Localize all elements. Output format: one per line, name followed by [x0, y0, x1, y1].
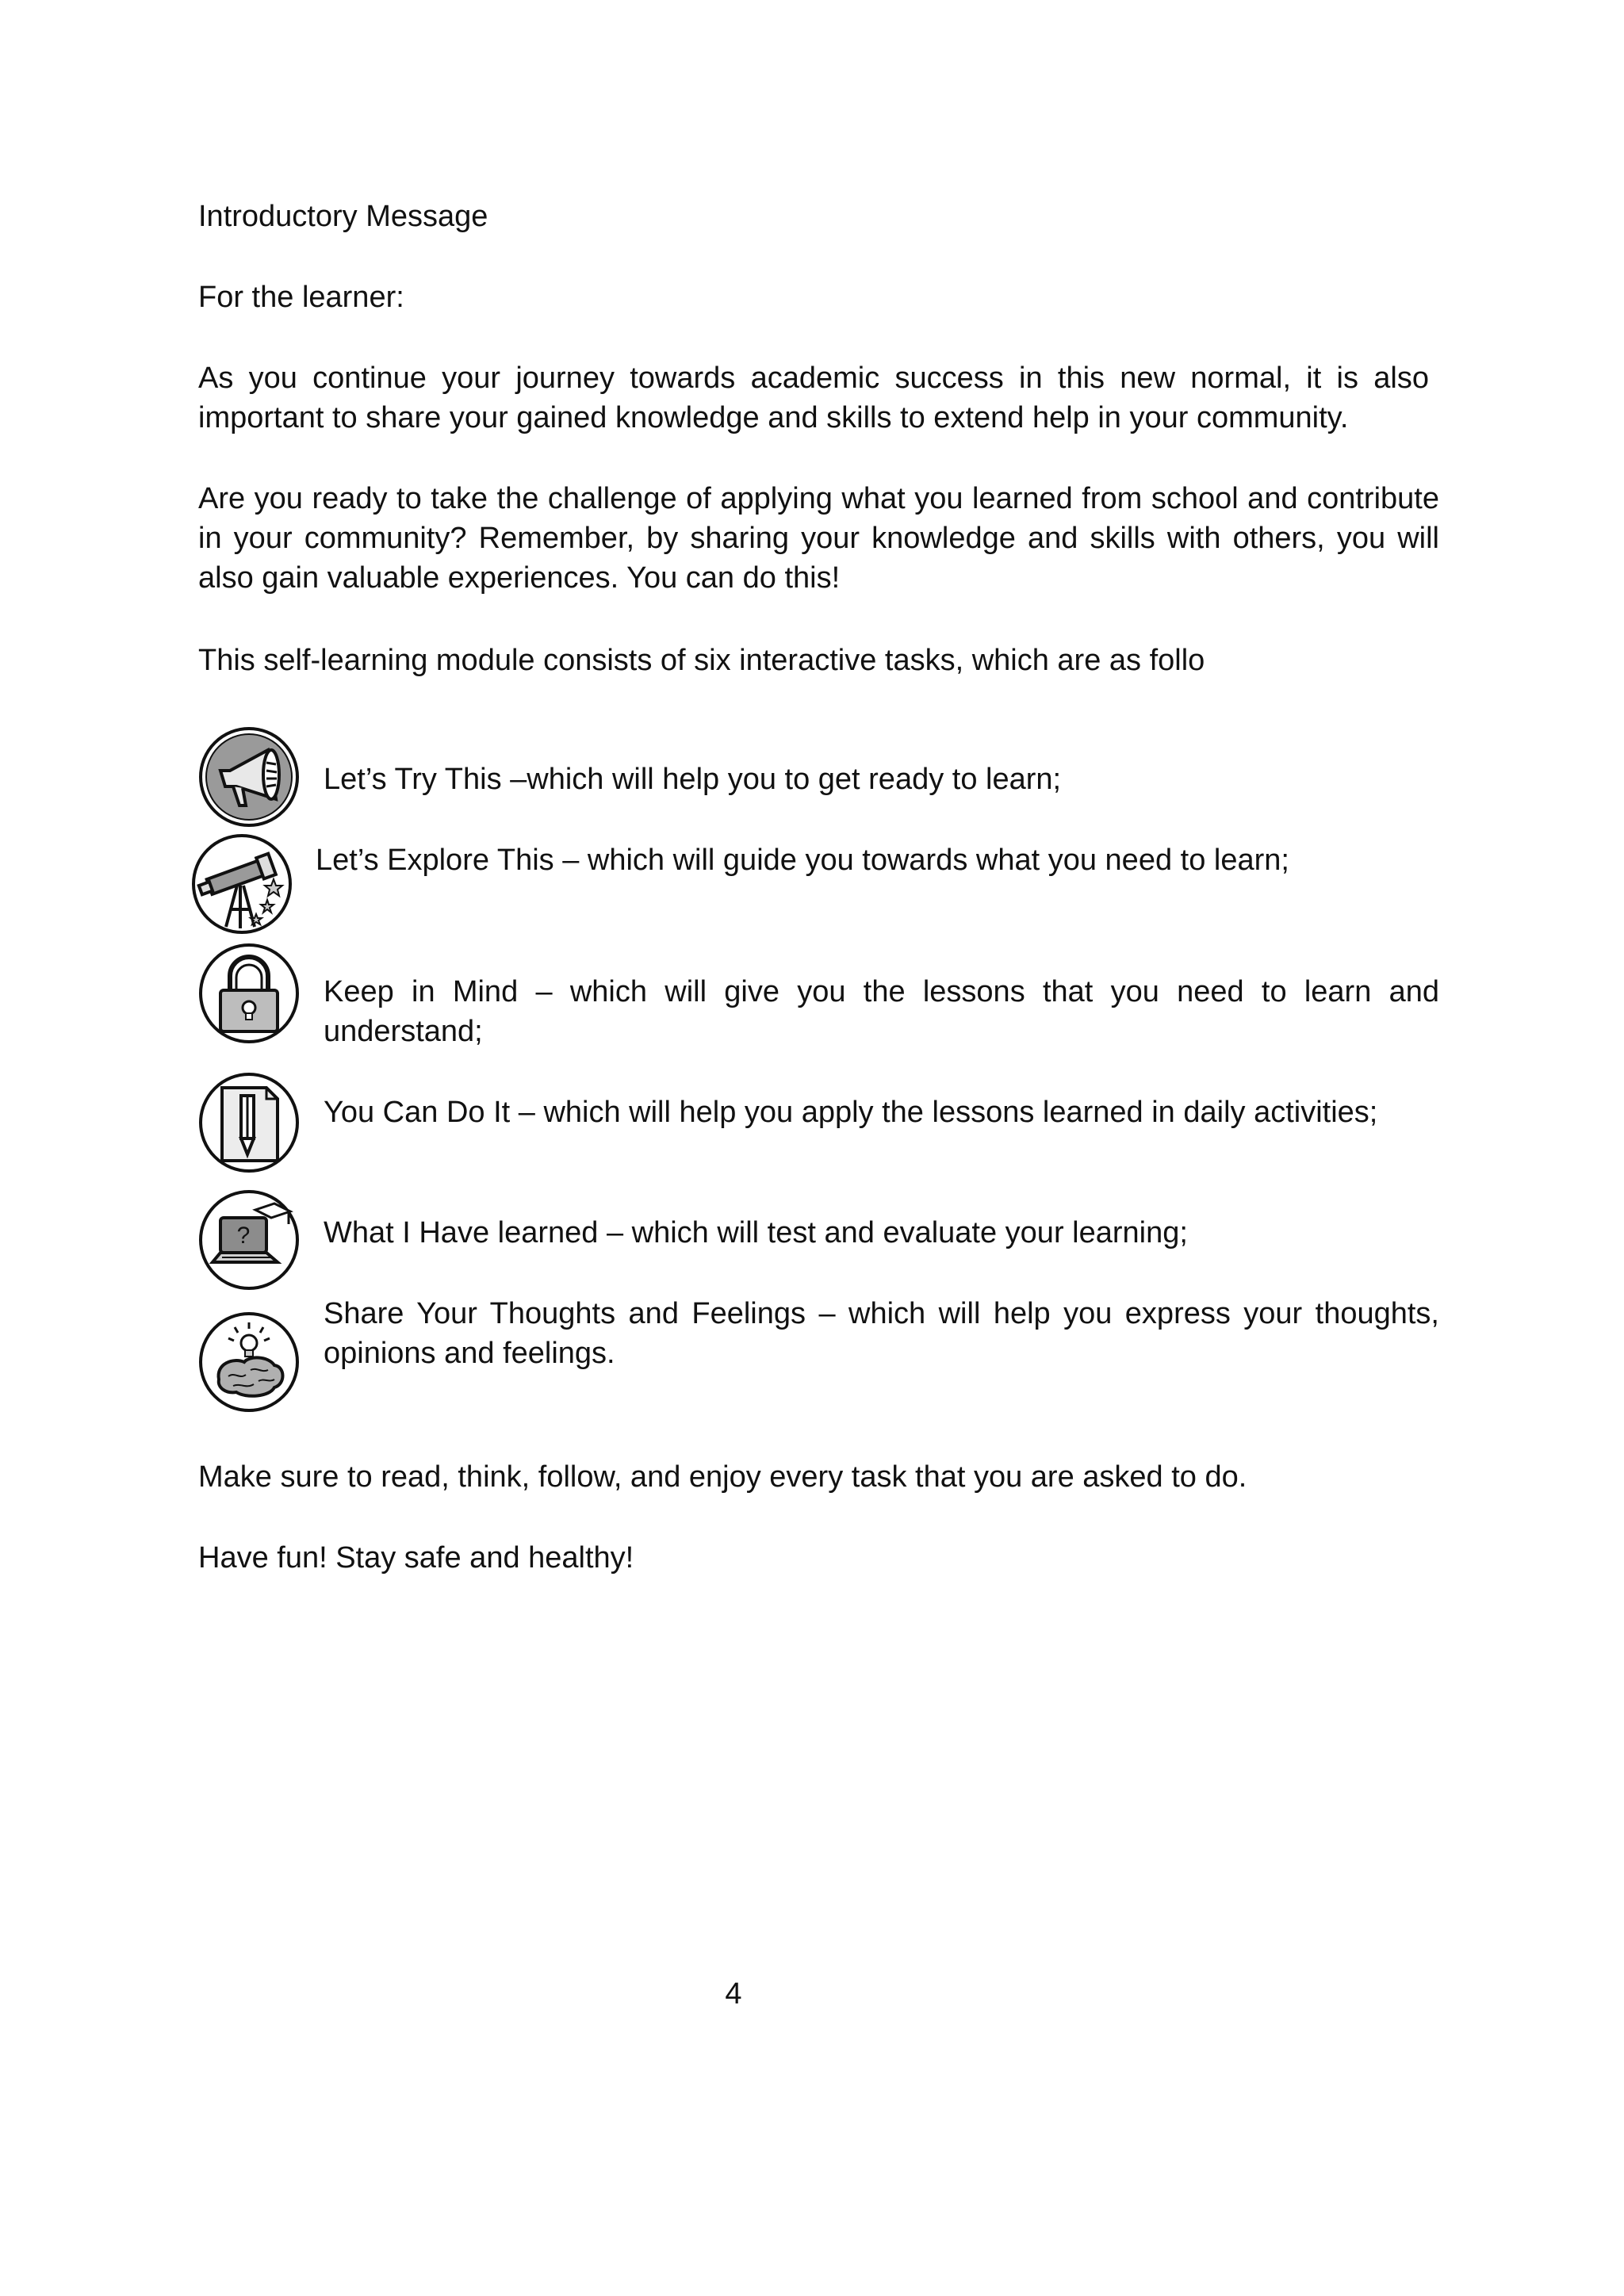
svg-text:?: ?	[236, 1223, 251, 1249]
paragraph-module: This self-learning module consists of six interactive tasks, which are as follo	[198, 644, 1205, 677]
brain-lightbulb-icon	[198, 1311, 300, 1413]
task-share-your-thoughts: Share Your Thoughts and Feelings – which will help you express your thoughts, opinions and feelings.	[324, 1297, 1439, 1370]
closing-greeting: Have fun! Stay safe and healthy!	[198, 1541, 634, 1575]
task-you-can-do-it: You Can Do It – which will help you apply the lessons learned in daily activities;	[324, 1096, 1378, 1129]
salutation: For the learner:	[198, 281, 404, 314]
pencil-paper-icon	[198, 1072, 300, 1173]
task-keep-in-mind: Keep in Mind – which will give you the lessons that you need to learn and understand;	[324, 975, 1439, 1048]
paragraph-intro: As you continue your journey towards academic success in this new normal, it is also important to share your gained knowledge and skills to extend help in your community.	[198, 362, 1429, 434]
page-heading: Introductory Message	[198, 200, 488, 233]
padlock-icon	[198, 943, 300, 1044]
task-what-i-have-learned: What I Have learned – which will test and evaluate your learning;	[324, 1216, 1188, 1249]
task-lets-try-this: Let’s Try This –which will help you to get ready to learn;	[324, 763, 1062, 796]
task-lets-explore-this: Let’s Explore This – which will guide you towards what you need to learn;	[316, 844, 1289, 877]
megaphone-icon	[198, 726, 300, 828]
closing-instruction: Make sure to read, think, follow, and enjoy every task that you are asked to do.	[198, 1460, 1247, 1494]
paragraph-challenge: Are you ready to take the challenge of applying what you learned from school and contribute in your community? Remember, by sharing your knowledge and skills with others, you will also gain valuable experiences. You can do this!	[198, 482, 1439, 595]
page-number: 4	[725, 1977, 742, 2011]
laptop-question-icon	[198, 1189, 300, 1291]
telescope-icon	[191, 833, 293, 935]
